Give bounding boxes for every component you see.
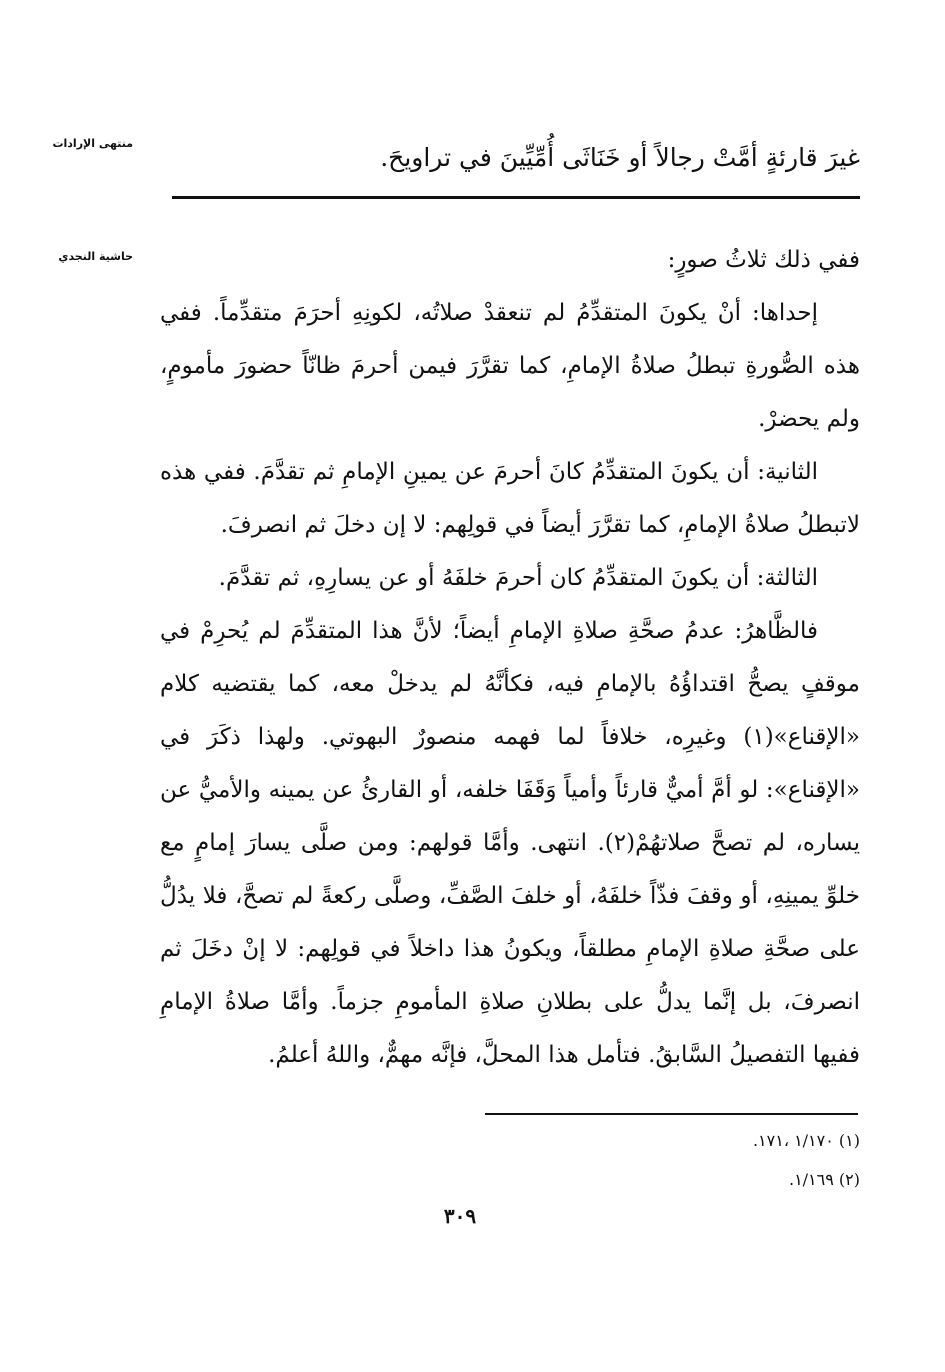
paragraph-second-case: الثانية: أن يكونَ المتقدِّمُ كانَ أحرمَ عن يمينِ الإمامِ ثم تقدَّمَ. ففي هذه لاتبطلُ صلاةُ الإمامِ، كما تقرَّرَ أيضاً في قولِهم: لا إن دخلَ ثم انصرفَ.: [160, 459, 860, 538]
header-divider: [172, 196, 860, 199]
commentary-body: [160, 234, 860, 1082]
paragraph-conclusion: فالظَّاهرُ: عدمُ صحَّةِ صلاةِ الإمامِ أيضاً؛ لأنَّ هذا المتقدِّمَ لم يُحرِمْ في موقفٍ يصحُّ اقتداؤُهُ بالإمامِ فيه، فكأنَّهُ لم يدخلْ معه، كما يقتضيه كلام «الإقناع»(١) وغيرِه، خلافاً لما فهمه منصورٌ البهوتي. ولهذا ذكَرَ في «الإقناع»: لو أمَّ أميٌّ قارئاً وأمياً وَقَفَا خلفه، أو القارئُ عن يمينه والأميُّ عن يساره، لم تصحَّ صلاتهُمْ(٢). انتهى. وأمَّا قولهم: ومن صلَّى يسارَ إمامٍ مع خلوِّ يمينِهِ، أو وقفَ فذّاً خلفَهُ، أو خلفَ الصَّفِّ، وصلَّى ركعةً لم تصحَّ، فلا يدُلُّ على صحَّةِ صلاةِ الإمامِ مطلقاً، ويكونُ هذا داخلاً في قولِهم: لا إنْ دخَلَ ثم انصرفَ، بل إنَّما يدلُّ على بطلانِ صلاةِ المأمومِ جزماً. وأمَّا صلاةُ الإمامِ ففيها التفصيلُ السَّابقُ. فتأمل هذا المحلَّ، فإنَّه مهمٌّ، واللهُ أعلمُ.: [160, 618, 860, 1068]
main-text-line: غيرَ قارئةٍ أمَّتْ رجالاً أو خَنَاثَى أُمِّيِّينَ في تراويحَ.: [380, 143, 860, 172]
side-title-book: منتهى الإرادات: [52, 137, 133, 150]
page-number: ٣٠٩: [443, 1204, 477, 1228]
side-title-commentary: حاشية النجدي: [58, 250, 133, 263]
paragraph-third-case: الثالثة: أن يكونَ المتقدِّمُ كان أحرمَ خلفَهُ أو عن يسارِهِ، ثم تقدَّمَ.: [218, 565, 818, 591]
footnote-divider: [485, 1113, 858, 1115]
footnote-2: (٢) ١/١٦٩.: [788, 1170, 860, 1189]
paragraph-intro: ففي ذلك ثلاثُ صورٍ:: [667, 247, 860, 273]
footnote-1: (١) ١/١٧٠ ،١٧١.: [752, 1131, 860, 1150]
paragraph-first-case: إحداها: أنْ يكونَ المتقدِّمُ لم تنعقدْ صلاتُه، لكونِهِ أحرَمَ متقدِّماً. ففي هذه الصُّورةِ تبطلُ صلاةُ الإمامِ، كما تقرَّرَ فيمن أحرمَ ظانّاً حضورَ مأمومٍ، ولم يحضرْ.: [160, 300, 860, 432]
